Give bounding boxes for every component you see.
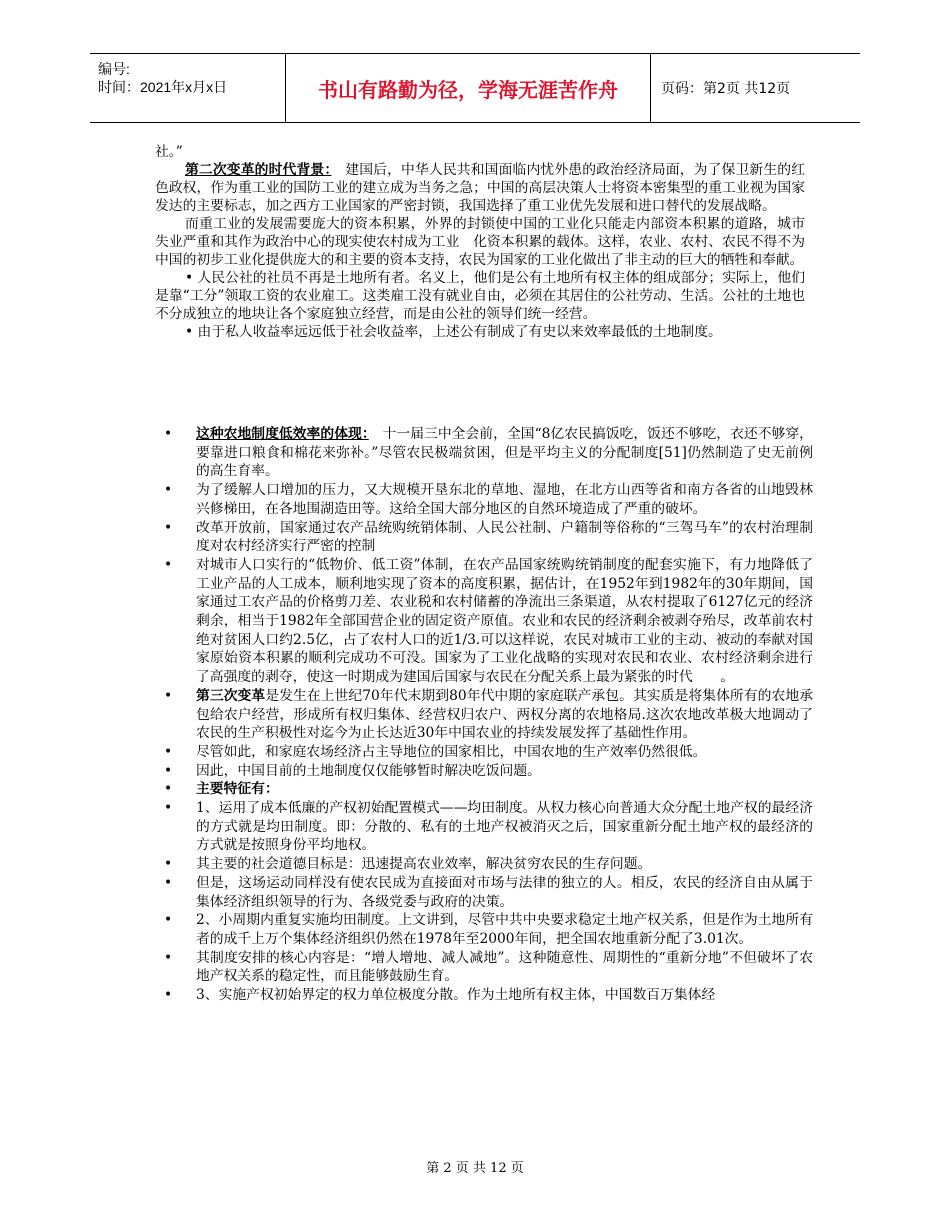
list-item [158, 780, 813, 799]
paragraph-2: 而重工业的发展需要庞大的资本积累，外界的封锁使中国的工业化只能走内部资本积累的道路，城市失业严重和其作为政治中心的现实使农村成为工业 化资本积累的载体。这样，农业、农村、农民不得不为中国的初步工业化提供庞大的和主要的资本支持，农民为国家的工业化做出了非主动的巨大的牺牲和奉献。 [155, 216, 805, 268]
paragraph-1 [155, 161, 805, 215]
list-item-text: 2、小周期内重复实施均田制度。上文讲到，尽管中共中央要求稳定土地产权关系，但是作为土地所有者的成千上万个集体经济组织仍然在1978年至2000年间，把全国农地重新分配了3.01次。 [196, 912, 813, 947]
bullet-icon: • [164, 687, 173, 704]
paragraph-4: • 由于私人收益率远远低于社会收益率，上述公有制成了有史以来效率最低的土地制度。 [185, 324, 722, 340]
bullet-icon: • [164, 762, 173, 779]
list-item [158, 425, 813, 481]
list-item-text: 其制度安排的核心内容是：“增人增地、减人减地”。这种随意性、周期性的“重新分地”不但破坏了农地产权关系的稳定性，而且能够鼓励生育。 [196, 949, 813, 985]
list-item-title: 主要特征有： [196, 781, 279, 798]
list-item [158, 687, 813, 743]
paragraph-1-text: 建国后，中华人民共和国面临内忧外患的政治经济局面，为了保卫新生的红色政权，作为重工业的国防工业的建立成为当务之急；中国的高层决策人士将资本密集型的重工业视为国家发达的主要标志，加之西方工业国家的严密封锁，我国选择了重工业优先发展和进口替代的发展战略。 [155, 162, 805, 214]
list-item [158, 762, 813, 781]
list-item-title: 第三次变革 [196, 687, 266, 704]
list-item [158, 481, 813, 518]
section-heading: 第二次变革的时代背景： [185, 162, 332, 178]
list-item-text: 其主要的社会道德目标是：迅速提高农业效率，解决贫穷农民的生存问题。 [196, 856, 652, 873]
list-item [158, 874, 813, 911]
header-page-info: 页码：第2页 共12页 [661, 81, 791, 97]
bullet-icon: • [164, 519, 173, 536]
bullet-icon: • [164, 482, 173, 499]
list-item-text: 对城市人口实行的“低物价、低工资”体制，在农产品国家统购统销制度的配套实施下，有力地降低了工业产品的人工成本，顺利地实现了资本的高度积累，据估计，在1952年到1982年的30年期间，国家通过工农产品的价格剪刀差、农业税和农村储蓄的净流出三条渠道，从农村提取了6127亿元的经济剩余，相当于1982年全部国营企业的固定资产原值。农业和农民的经济剩余被剥夺殆尽，改革前农村绝对贫困人口约2.5亿，占了农村人口的近1/3.可以这样说，农民对城市工业的主动、被动的奉献对国家原始资本积累的顺利完成功不可没。国家为了工业化战略的实现对农民和农业、农村经济剩余进行了高强度的剥夺，使这一时期成为建国后国家与农民在分配关系上最为紧张的时代 。 [196, 556, 813, 686]
bullet-icon: • [164, 743, 173, 760]
list-item [158, 986, 813, 1005]
bullet-icon: • [164, 800, 173, 817]
list-item-text: 但是，这场运动同样没有使农民成为直接面对市场与法律的独立的人。相反，农民的经济自由从属于集体经济组织领导的行为、各级党委与政府的决策。 [196, 874, 813, 910]
bullet-icon: • [164, 874, 173, 891]
list-item-text: 十一届三中全会前，全国“8亿农民搞饭吃，饭还不够吃，衣还不够穿，要靠进口粮食和棉花来弥补。”尽管农民极端贫困，但是平均主义的分配制度[51]仍然制造了史无前例的高生育率。 [196, 426, 813, 480]
list-item-text: 改革开放前，国家通过农产品统购统销体制、人民公社制、户籍制等俗称的“三驾马车”的农村治理制度对农村经济实行严密的控制 [196, 519, 813, 555]
intro-section [155, 143, 805, 341]
bullet-icon: • [164, 556, 173, 573]
list-item [158, 519, 813, 556]
list-item-text: 为了缓解人口增加的压力，又大规模开垦东北的草地、湿地，在北方山西等省和南方各省的山地毁林兴修梯田，在各地围湖造田等。这给全国大部分地区的自然环境造成了严重的破坏。 [196, 482, 813, 517]
bullet-icon: • [164, 949, 173, 966]
list-item-text: 尽管如此，和家庭农场经济占主导地位的国家相比，中国农地的生产效率仍然很低。 [196, 743, 707, 760]
list-item-text: 是发生在上世纪70年代末期到80年代中期的家庭联产承包。其实质是将集体所有的农地承包给农户经营，形成所有权归集体、经营权归农户、两权分离的农地格局.这次农地改革极大地调动了农民的生产积极性对迄今为止长达近30年中国农业的持续发展发挥了基础性作用。 [196, 687, 813, 742]
bullet-list [158, 425, 813, 1005]
list-item-text: 3、实施产权初始界定的权力单位极度分散。作为土地所有权主体，中国数百万集体经 [196, 987, 716, 1004]
page-header [90, 53, 860, 123]
paragraph-0: 社。” [155, 144, 183, 160]
header-motto: 书山有路勤为径，学海无涯苦作舟 [286, 54, 651, 122]
header-meta [90, 54, 286, 122]
header-number-label: 编号: [98, 61, 130, 77]
list-item [158, 743, 813, 762]
list-item-title: 这种农地制度低效率的体现： [196, 426, 369, 442]
list-item [158, 556, 813, 687]
bullet-icon: • [164, 987, 173, 1004]
bullet-icon: • [164, 856, 173, 873]
list-item [158, 799, 813, 855]
list-item-text: 1、运用了成本低廉的产权初始配置模式——均田制度。从权力核心向普通大众分配土地产权的最经济的方式就是均田制度。即：分散的、私有的土地产权被消灭之后，国家重新分配土地产权的最经济的方式就是按照身份平均地权。 [196, 800, 813, 854]
bullet-icon: • [164, 781, 173, 798]
paragraph-3: • 人民公社的社员不再是土地所有者。名义上，他们是公有土地所有权主体的组成部分；实际上，他们是靠“工分”领取工资的农业雇工。这类雇工没有就业自由，必须在其居住的公社劳动、生活。公社的土地也不分成独立的地块让各个家庭独立经营，而是由公社的领导们统一经营。 [155, 270, 805, 322]
list-item-text: 因此，中国目前的土地制度仅仅能够暂时解决吃饭问题。 [196, 762, 541, 779]
bullet-icon: • [164, 426, 173, 442]
list-item [158, 855, 813, 874]
bullet-icon: • [164, 912, 173, 929]
list-item [158, 949, 813, 986]
list-item [158, 911, 813, 948]
page-footer: 第 2 页 共 12 页 [426, 1161, 524, 1176]
header-time-label: 时间：2021年x月x日 [98, 79, 228, 95]
